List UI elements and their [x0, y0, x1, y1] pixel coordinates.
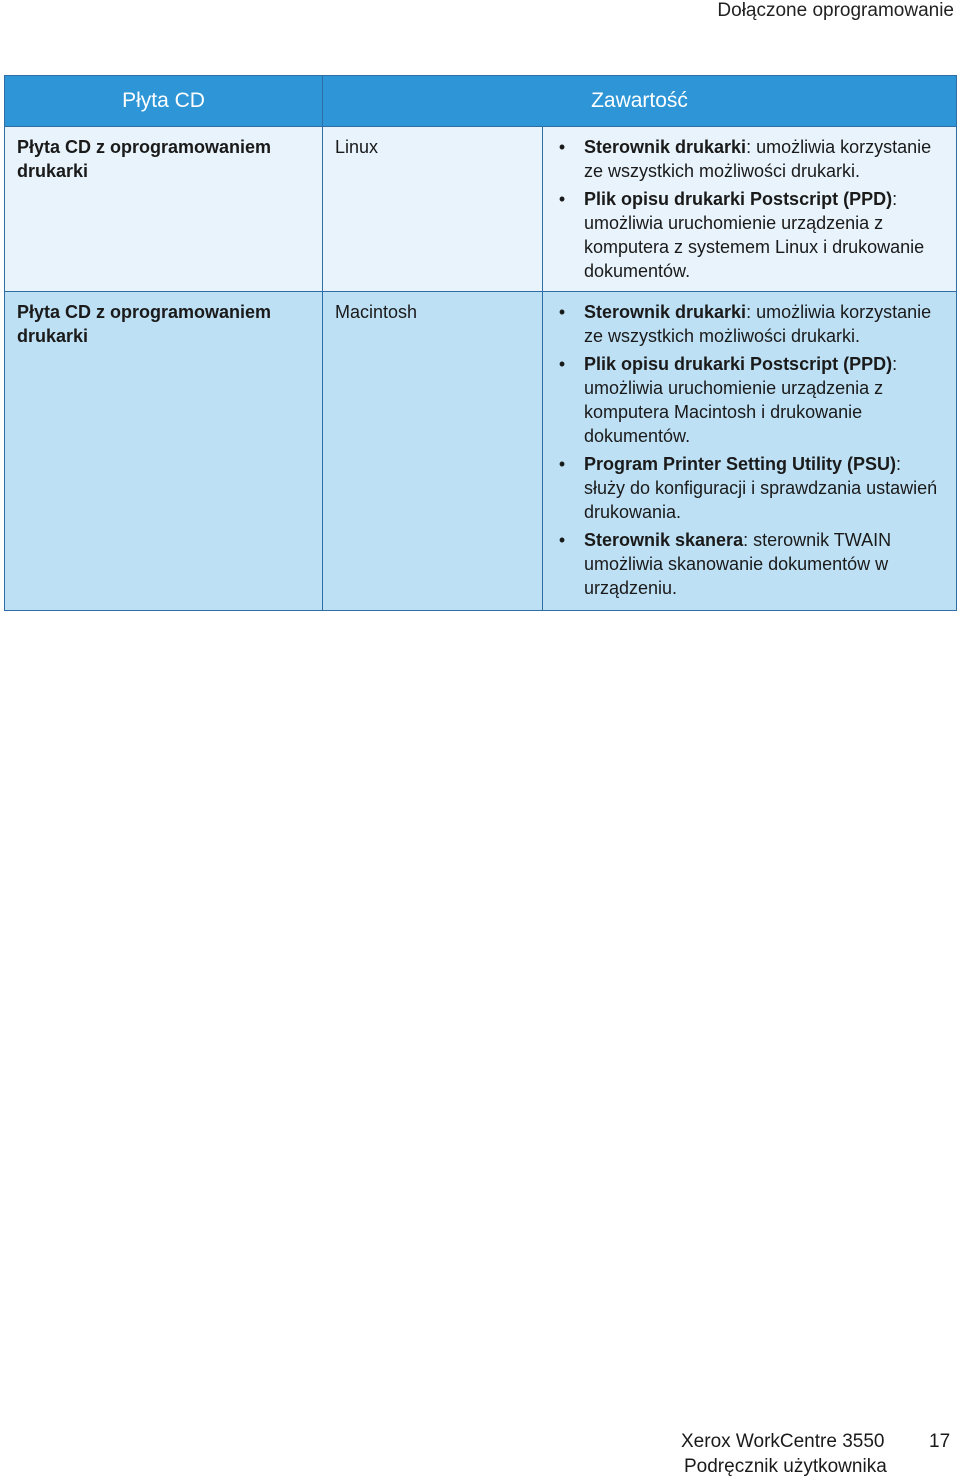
bullet-icon: • — [558, 530, 566, 550]
item-term: Plik opisu drukarki Postscript (PPD) — [584, 189, 893, 209]
contents-list — [557, 135, 946, 283]
table-header-row — [5, 76, 957, 127]
bullet-icon: • — [558, 137, 566, 157]
item-term: Sterownik drukarki — [584, 302, 747, 322]
os-cell: Macintosh — [323, 292, 543, 611]
bullet-icon: • — [558, 454, 566, 474]
column-header-cd: Płyta CD — [5, 76, 323, 127]
list-item — [557, 300, 946, 348]
item-text: : służy do konfiguracji i sprawdzania ustawień drukowania. — [584, 454, 938, 522]
column-header-contents: Zawartość — [323, 76, 957, 127]
item-text: : sterownik TWAIN umożliwia skanowanie dokumentów w urządzeniu. — [584, 530, 892, 598]
bullet-icon: • — [558, 354, 566, 374]
list-item — [557, 352, 946, 448]
list-item — [557, 187, 946, 283]
item-term: Sterownik drukarki — [584, 137, 747, 157]
contents-cell — [543, 292, 957, 611]
item-text: : umożliwia korzystanie ze wszystkich możliwości drukarki. — [584, 302, 932, 346]
os-cell: Linux — [323, 127, 543, 292]
footer-guide-title: Podręcznik użytkownika — [684, 1456, 887, 1477]
footer-product-name: Xerox WorkCentre 3550 — [681, 1431, 885, 1452]
software-table — [4, 75, 957, 611]
bullet-icon: • — [558, 302, 566, 322]
list-item — [557, 452, 946, 524]
item-term: Sterownik skanera — [584, 530, 744, 550]
contents-cell — [543, 127, 957, 292]
table-row — [5, 292, 957, 611]
list-item — [557, 135, 946, 183]
item-term: Plik opisu drukarki Postscript (PPD) — [584, 354, 893, 374]
bullet-icon: • — [558, 189, 566, 209]
list-item — [557, 528, 946, 600]
media-cell: Płyta CD z oprogramowaniem drukarki — [5, 292, 323, 611]
running-header: Dołączone oprogramowanie — [717, 0, 954, 21]
item-text: : umożliwia uruchomienie urządzenia z komputera Macintosh i drukowanie dokumentów. — [584, 354, 898, 446]
contents-list — [557, 300, 946, 600]
media-cell: Płyta CD z oprogramowaniem drukarki — [5, 127, 323, 292]
item-text: : umożliwia korzystanie ze wszystkich możliwości drukarki. — [584, 137, 932, 181]
page-number: 17 — [929, 1431, 951, 1452]
table-row — [5, 127, 957, 292]
item-term: Program Printer Setting Utility (PSU) — [584, 454, 897, 474]
item-text: : umożliwia uruchomienie urządzenia z komputera z systemem Linux i drukowanie dokumentów. — [584, 189, 925, 281]
